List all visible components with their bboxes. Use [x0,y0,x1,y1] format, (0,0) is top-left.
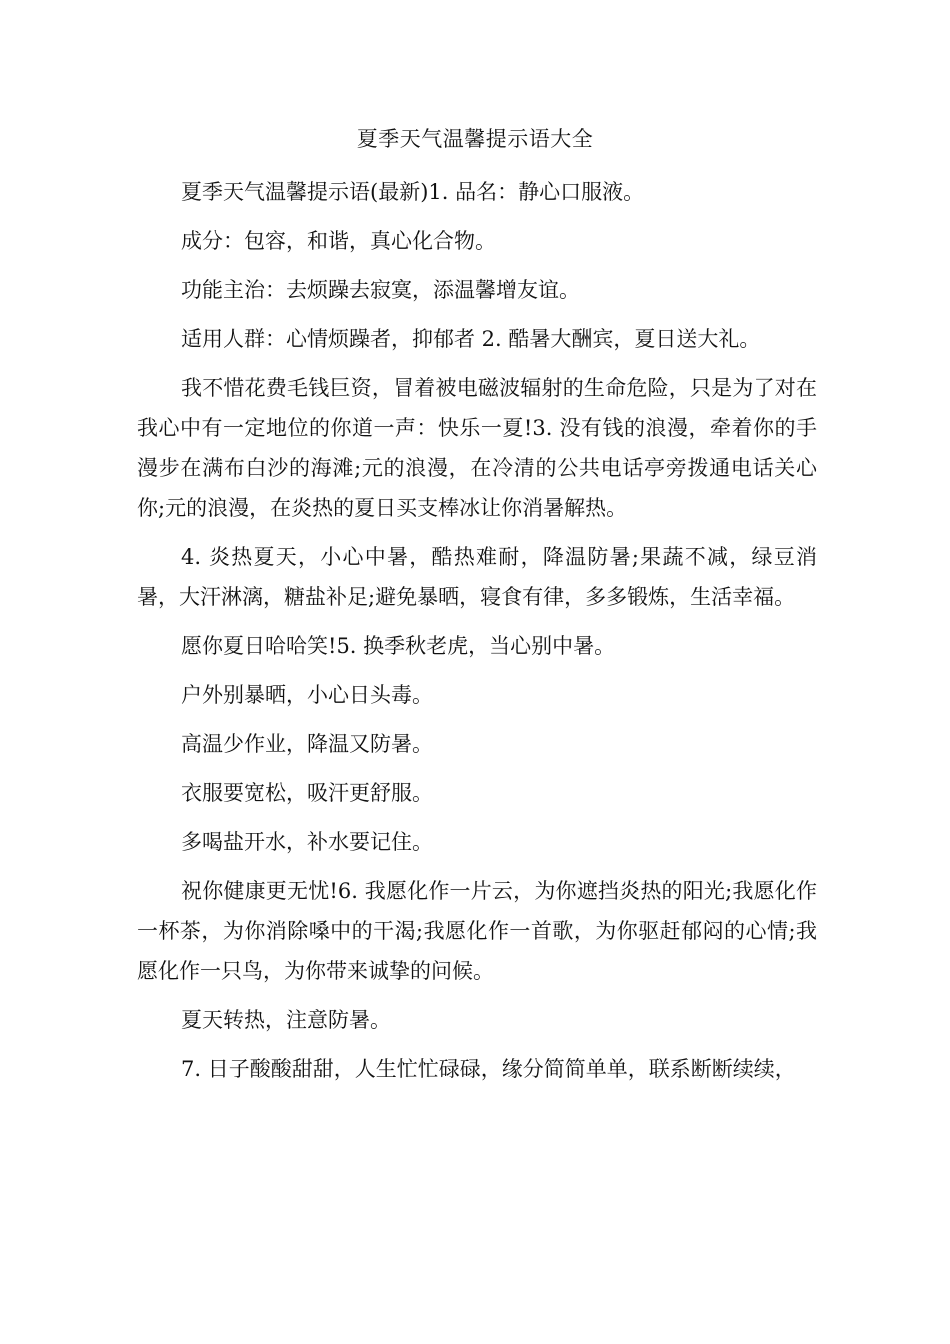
paragraph: 夏季天气温馨提示语(最新)1. 品名：静心口服液。 [181,180,645,204]
paragraph: 适用人群：心情烦躁者，抑郁者 2. 酷暑大酬宾，夏日送大礼。 [181,327,761,351]
paragraph: 祝你健康更无忧!6. 我愿化作一片云，为你遮挡炎热的阳光;我愿化作一杯茶，为你消除嗓中的干渴;我愿化作一首歌，为你驱赶郁闷的心情;我愿化作一只鸟，为你带来诚挚的问候。 [137,879,817,983]
document-title: 夏季天气温馨提示语大全 [356,127,594,151]
paragraph: 多喝盐开水，补水要记住。 [181,830,433,854]
paragraph: 我不惜花费毛钱巨资，冒着被电磁波辐射的生命危险，只是为了对在我心中有一定地位的你道一声：快乐一夏!3. 没有钱的浪漫，牵着你的手漫步在满布白沙的海滩;元的浪漫，在冷清的公共电话亭旁拨通电话关心你;元的浪漫，在炎热的夏日买支棒冰让你消暑解热。 [137,376,817,520]
paragraph: 高温少作业，降温又防暑。 [181,732,433,756]
paragraph: 功能主治：去烦躁去寂寞，添温馨增友谊。 [181,278,580,302]
paragraph: 户外别暴晒，小心日头毒。 [181,683,433,707]
paragraph: 愿你夏日哈哈笑!5. 换季秋老虎，当心别中暑。 [181,634,616,658]
paragraph: 4. 炎热夏天，小心中暑，酷热难耐，降温防暑;果蔬不减，绿豆消暑，大汗淋漓，糖盐补足;避免暴晒，寝食有律，多多锻炼，生活幸福。 [137,545,817,609]
document-body [137,172,817,1098]
paragraph: 衣服要宽松，吸汗更舒服。 [181,781,433,805]
paragraph: 7. 日子酸酸甜甜，人生忙忙碌碌，缘分简简单单，联系断断续续， [181,1057,796,1081]
paragraph: 成分：包容，和谐，真心化合物。 [181,229,496,253]
paragraph: 夏天转热，注意防暑。 [181,1008,391,1032]
